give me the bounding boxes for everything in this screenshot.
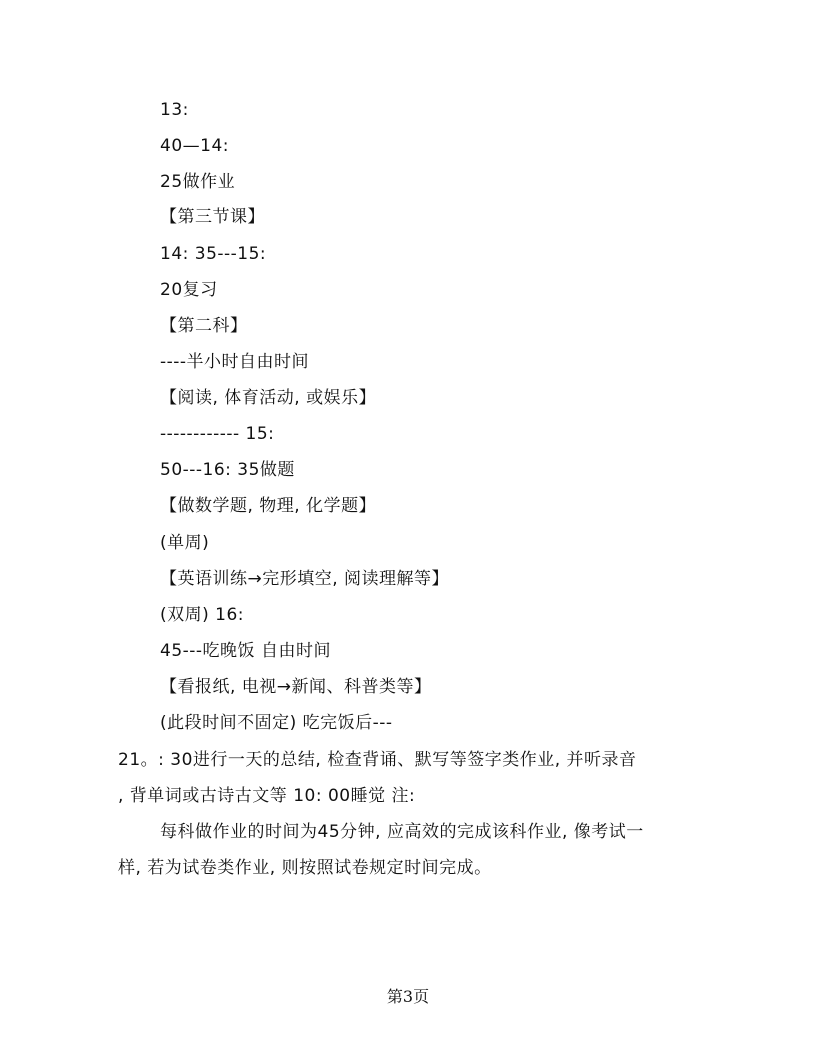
- section-heading: 【第二科】: [160, 316, 248, 336]
- text-line: 【看报纸, 电视→新闻、科普类等】: [160, 677, 432, 697]
- text-line: 40—14:: [160, 136, 229, 156]
- text-line: (单周): [160, 533, 210, 553]
- text-line: (此段时间不固定) 吃完饭后---: [160, 713, 393, 733]
- text-line: 【阅读, 体育活动, 或娱乐】: [160, 388, 377, 408]
- text-line: 50---16: 35做题: [160, 460, 295, 480]
- text-line: ------------ 15:: [160, 424, 275, 444]
- page-number: 第3页: [386, 987, 430, 1006]
- paragraph-line: 每科做作业的时间为45分钟, 应高效的完成该科作业, 像考试一: [160, 822, 644, 842]
- section-heading: 【第三节课】: [160, 207, 265, 227]
- text-line: 【英语训练→完形填空, 阅读理解等】: [160, 569, 450, 589]
- paragraph-line: 样, 若为试卷类作业, 则按照试卷规定时间完成。: [118, 858, 492, 878]
- text-line: 【做数学题, 物理, 化学题】: [160, 496, 377, 516]
- text-line: (双周) 16:: [160, 605, 245, 625]
- text-line: 45---吃晚饭 自由时间: [160, 641, 331, 661]
- text-line: 20复习: [160, 280, 218, 300]
- text-line: 25做作业: [160, 172, 236, 192]
- paragraph-line: , 背单词或古诗古文等 10: 00睡觉 注:: [118, 786, 416, 806]
- paragraph-line: 21。: 30进行一天的总结, 检查背诵、默写等签字类作业, 并听录音: [118, 750, 637, 770]
- text-line: 14: 35---15:: [160, 244, 267, 264]
- text-line: ----半小时自由时间: [160, 352, 310, 372]
- text-line: 13:: [160, 100, 189, 120]
